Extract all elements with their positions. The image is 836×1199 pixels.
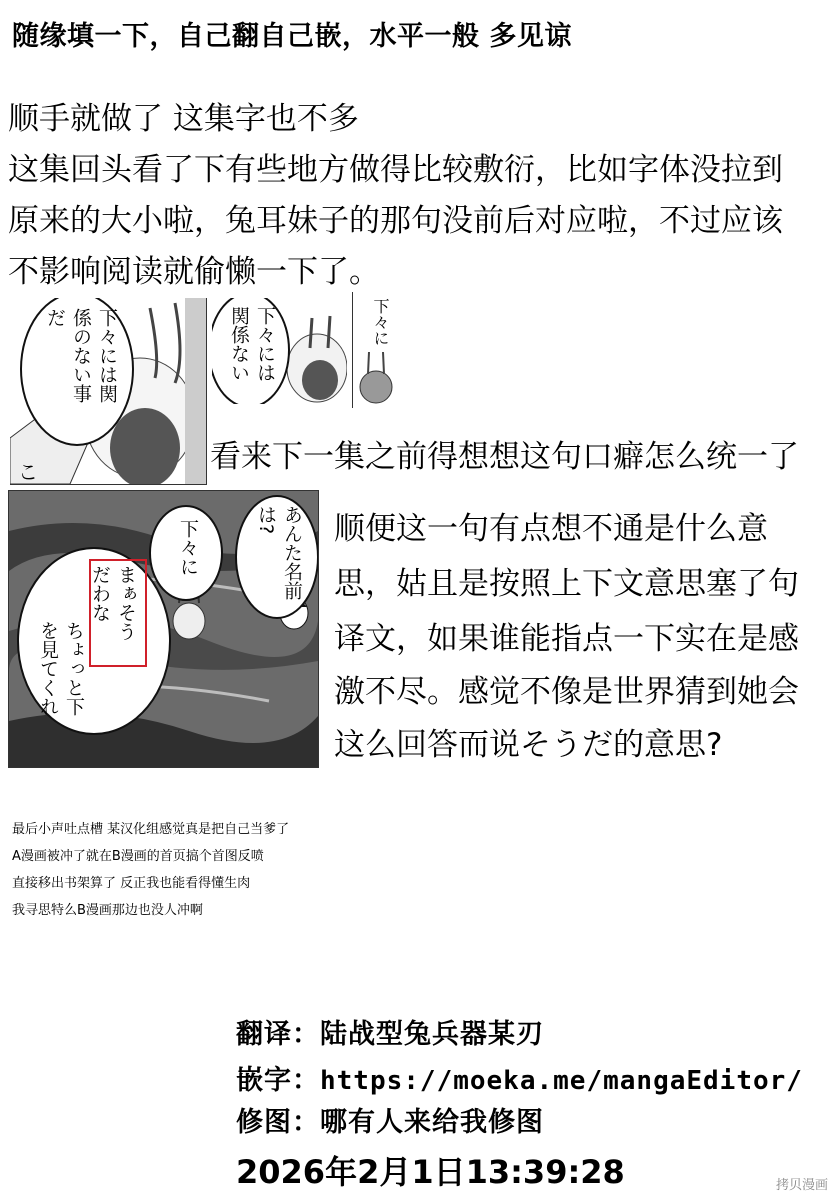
corner-text: こ xyxy=(18,460,38,484)
credit-translate xyxy=(236,1012,544,1051)
watermark-logo: 拷贝漫画 xyxy=(775,1178,828,1193)
note-line-10: 这么回答而说そうだ的意思? xyxy=(334,727,723,763)
timestamp: 2026年2月1日13:39:28 xyxy=(236,1153,625,1191)
manga-panel-1 xyxy=(10,298,207,485)
credit-value: 哪有人来给我修图 xyxy=(320,1107,544,1138)
page-title: 随缘填一下，自己翻自己嵌，水平一般 多见谅 xyxy=(12,21,572,52)
bubble-text: 下々には関係のない事だ xyxy=(44,308,118,403)
bubble-text: 下々に xyxy=(177,519,199,576)
footnote-line-3: 直接移出书架算了 反正我也能看得懂生肉 xyxy=(12,876,251,891)
note-line-9: 激不尽。感觉不像是世界猜到她会 xyxy=(334,674,799,710)
note-line-2: 这集回头看了下有些地方做得比较敷衍，比如字体没拉到 xyxy=(8,152,783,188)
note-line-6: 顺便这一句有点想不通是什么意 xyxy=(334,511,768,547)
manga-panel-4 xyxy=(8,490,319,768)
credit-retouch xyxy=(236,1100,544,1139)
bubble-text: 下々には関係ない xyxy=(228,306,276,382)
credit-typeset xyxy=(236,1058,803,1097)
bubble-text: 下々に xyxy=(371,298,390,346)
note-line-1: 顺手就做了 这集字也不多 xyxy=(8,101,359,137)
note-line-4: 不影响阅读就偷懒一下了。 xyxy=(8,254,380,290)
note-line-3: 原来的大小啦，兔耳妹子的那句没前后对应啦，不过应该 xyxy=(8,203,783,239)
note-line-7: 思，姑且是按照上下文意思塞了句 xyxy=(334,566,799,602)
credit-link[interactable]: https://moeka.me/mangaEditor/ xyxy=(320,1066,803,1096)
credit-label: 翻译： xyxy=(236,1019,320,1050)
credit-label: 嵌字： xyxy=(236,1065,320,1096)
bubble-text: あんた名前は? xyxy=(255,505,303,600)
footnote-line-4: 我寻思特么B漫画那边也没人冲啊 xyxy=(12,903,203,918)
credit-value: 陆战型兔兵器某刃 xyxy=(320,1019,544,1050)
footnote-line-1: 最后小声吐点槽 某汉化组感觉真是把自己当爹了 xyxy=(12,822,290,837)
manga-panel-3 xyxy=(352,292,399,408)
note-line-5: 看来下一集之前得想想这句口癖怎么统一了 xyxy=(210,439,799,475)
highlighted-text: まぁそうだわな xyxy=(89,565,137,641)
credit-label: 修图： xyxy=(236,1107,320,1138)
note-line-8: 译文，如果谁能指点一下实在是感 xyxy=(334,621,799,657)
bubble-text: ちょっと下を見てくれ xyxy=(37,621,85,716)
manga-panel-2 xyxy=(212,298,347,404)
footnote-line-2: A漫画被冲了就在B漫画的首页搞个首图反喷 xyxy=(12,849,264,864)
